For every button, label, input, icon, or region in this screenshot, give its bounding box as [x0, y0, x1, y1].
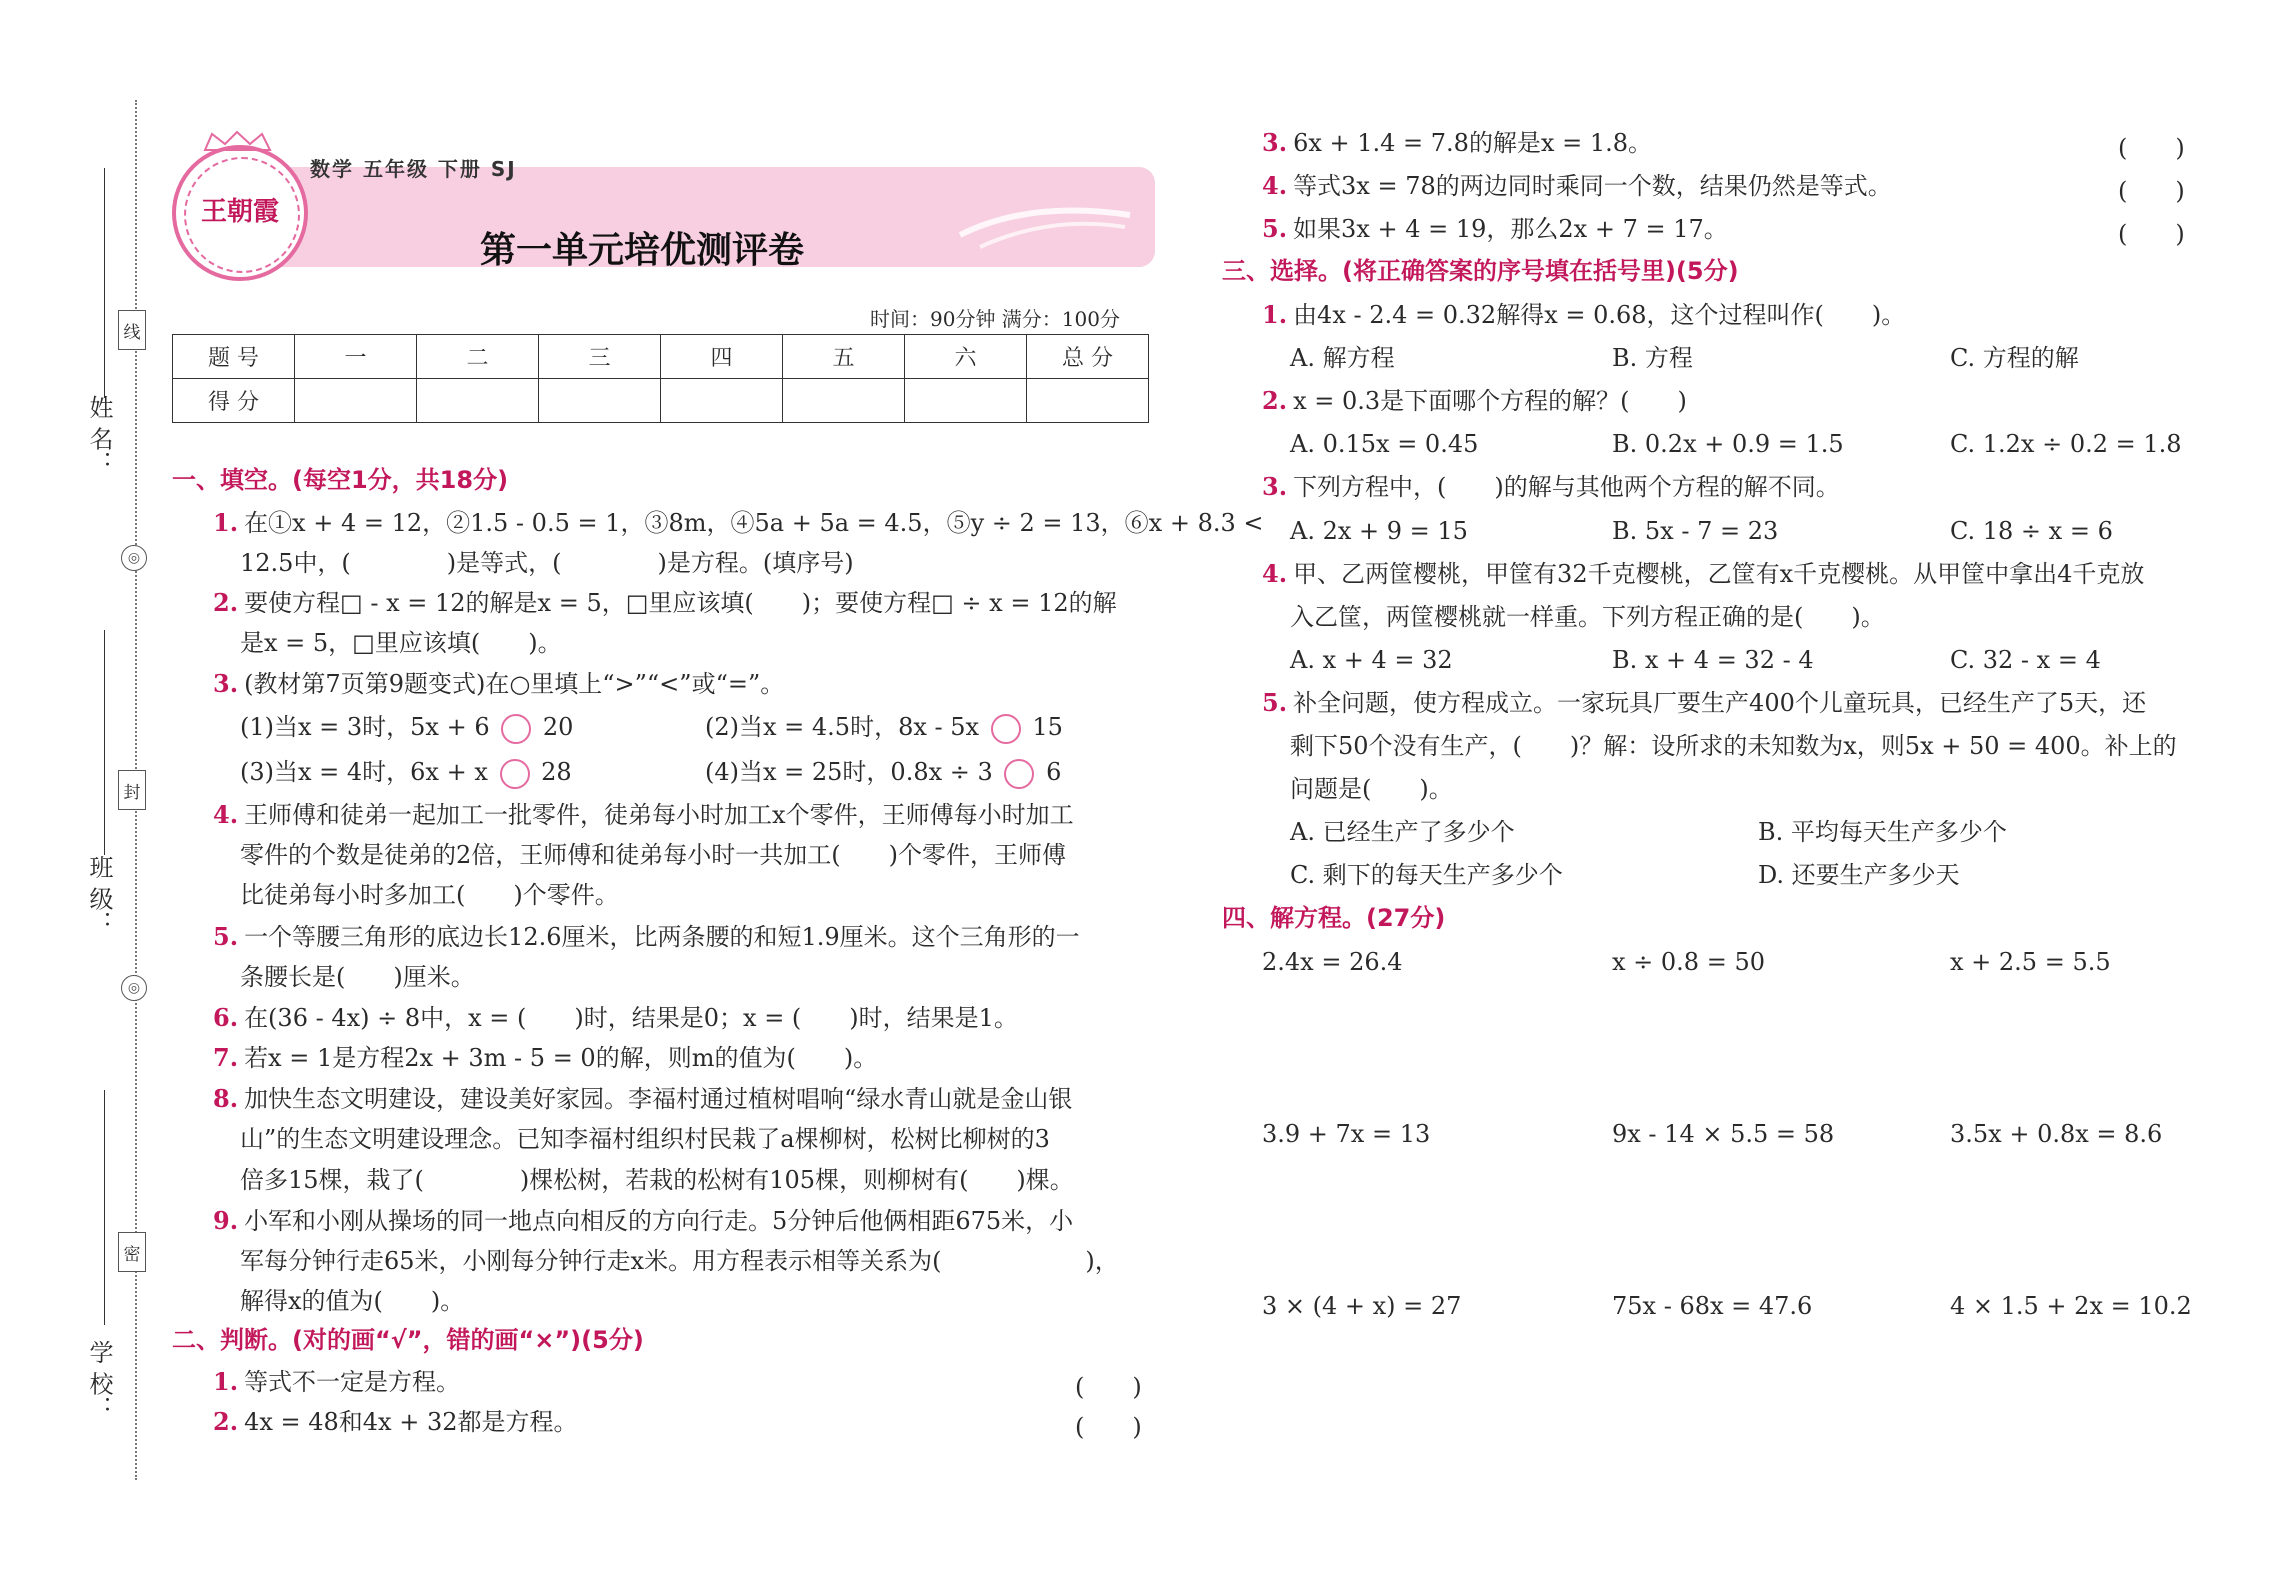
seal-box-xian: 线 — [118, 310, 146, 350]
choice-q1: 1. 由4x - 2.4 = 0.32解得x = 0.68，这个过程叫作( )。 — [1262, 300, 1906, 329]
answer-paren[interactable]: ( ) — [2118, 220, 2185, 248]
class-underline — [104, 630, 105, 855]
judge-q1: 1. 等式不一定是方程。 — [213, 1367, 461, 1396]
section4-heading: 四、解方程。(27分) — [1222, 904, 1446, 932]
q8-line3: 倍多15棵，栽了( )棵松树，若栽的松树有105棵，则柳树有( )棵。 — [240, 1166, 1074, 1194]
score-cell: 题 号 — [173, 335, 295, 379]
score-table — [172, 334, 1149, 423]
binding-hole-icon: ◎ — [121, 975, 147, 1001]
choice-q4-line2: 入乙筐，两筐樱桃就一样重。下列方程正确的是( )。 — [1290, 603, 1885, 631]
subject-line: 数学 五年级 下册 SJ — [310, 157, 517, 181]
equation: 4 × 1.5 + 2x = 10.2 — [1950, 1292, 2192, 1320]
equation: 75x - 68x = 47.6 — [1612, 1292, 1813, 1320]
equation: 2.4x = 26.4 — [1262, 948, 1403, 976]
banner-swirl-decoration — [950, 195, 1140, 255]
score-cell: 二 — [417, 335, 539, 379]
equation: x ÷ 0.8 = 50 — [1612, 948, 1765, 976]
crown-icon — [200, 130, 275, 152]
binding-hole-icon: ◎ — [121, 545, 147, 571]
equation: x + 2.5 = 5.5 — [1950, 948, 2111, 976]
score-cell: 五 — [783, 335, 905, 379]
q3-part2: (2)当x = 4.5时，8x - 5x 15 — [705, 712, 1063, 744]
choice-q2: 2. x = 0.3是下面哪个方程的解？( ) — [1262, 386, 1687, 415]
section3-heading: 三、选择。(将正确答案的序号填在括号里)(5分) — [1222, 257, 1739, 285]
q4-line2: 零件的个数是徒弟的2倍，王师傅和徒弟每小时一共加工( )个零件，王师傅 — [240, 841, 1066, 869]
choice-q5-option-d[interactable]: D. 还要生产多少天 — [1758, 861, 1960, 889]
choice-q5-option-a[interactable]: A. 已经生产了多少个 — [1290, 818, 1515, 846]
q5-line2: 条腰长是( )厘米。 — [240, 963, 475, 991]
choice-q4-line1: 4. 甲、乙两筐樱桃，甲筐有32千克樱桃，乙筐有x千克樱桃。从甲筐中拿出4千克放 — [1262, 559, 2145, 588]
section1-heading: 一、填空。(每空1分，共18分) — [172, 466, 509, 494]
equation: 3.5x + 0.8x = 8.6 — [1950, 1120, 2163, 1148]
q8-line2: 山”的生态文明建设理念。已知李福村组织村民栽了a棵柳树，松树比柳树的3 — [240, 1125, 1050, 1153]
class-label: 班 级： — [85, 855, 113, 935]
score-input-cell[interactable] — [905, 379, 1027, 423]
equation: 9x - 14 × 5.5 = 58 — [1612, 1120, 1835, 1148]
q4-line1: 4. 王师傅和徒弟一起加工一批零件，徒弟每小时加工x个零件，王师傅每小时加工 — [213, 800, 1074, 829]
q9-line1: 9. 小军和小刚从操场的同一地点向相反的方向行走。5分钟后他俩相距675米，小 — [213, 1206, 1074, 1235]
q3-part3: (3)当x = 4时，6x + x 28 — [240, 757, 572, 789]
seal-box-mi: 密 — [118, 1232, 146, 1272]
q3-part4: (4)当x = 25时，0.8x ÷ 3 6 — [705, 757, 1061, 789]
judge-q4: 4. 等式3x = 78的两边同时乘同一个数，结果仍然是等式。 — [1262, 171, 1892, 200]
q2-line2: 是x = 5，□里应该填( )。 — [240, 629, 562, 657]
choice-q5-line2: 剩下50个没有生产，( )？解：设所求的未知数为x，则5x + 50 = 400。补上的 — [1290, 732, 2177, 760]
compare-circle[interactable] — [500, 759, 530, 789]
choice-q4-option-a[interactable]: A. x + 4 = 32 — [1290, 646, 1453, 674]
answer-paren[interactable]: ( ) — [2118, 177, 2185, 205]
q5-line1: 5. 一个等腰三角形的底边长12.6厘米，比两条腰的和短1.9厘米。这个三角形的一 — [213, 922, 1080, 951]
score-cell: 总 分 — [1027, 335, 1149, 379]
brand-logo: 王朝霞 — [172, 145, 308, 281]
choice-q3-option-b[interactable]: B. 5x - 7 = 23 — [1612, 517, 1779, 545]
score-input-cell[interactable] — [1027, 379, 1149, 423]
judge-q2: 2. 4x = 48和4x + 32都是方程。 — [213, 1407, 578, 1436]
score-table-score-row — [173, 379, 1149, 423]
choice-q5-option-c[interactable]: C. 剩下的每天生产多少个 — [1290, 861, 1563, 889]
choice-q4-option-b[interactable]: B. x + 4 = 32 - 4 — [1612, 646, 1814, 674]
q1-line1: 1. 在①x + 4 = 12，②1.5 - 0.5 = 1，③8m，④5a + 5a = 4.5，⑤y ÷ 2 = 13，⑥x + 8.3 < — [213, 508, 1264, 537]
equation: 3 × (4 + x) = 27 — [1262, 1292, 1462, 1320]
score-input-cell[interactable] — [417, 379, 539, 423]
compare-circle[interactable] — [1004, 759, 1034, 789]
judge-q5: 5. 如果3x + 4 = 19，那么2x + 7 = 17。 — [1262, 214, 1728, 243]
school-underline — [104, 1090, 105, 1325]
choice-q3-option-c[interactable]: C. 18 ÷ x = 6 — [1950, 517, 2113, 545]
q3-line1: 3. (教材第7页第9题变式)在○里填上“>”“<”或“=”。 — [213, 669, 785, 698]
choice-q2-option-b[interactable]: B. 0.2x + 0.9 = 1.5 — [1612, 430, 1844, 458]
score-input-cell[interactable] — [295, 379, 417, 423]
q3-part1: (1)当x = 3时，5x + 6 20 — [240, 712, 573, 744]
name-underline — [104, 168, 105, 398]
answer-paren[interactable]: ( ) — [1075, 1373, 1142, 1401]
name-label: 姓 名： — [85, 395, 113, 475]
q9-line2: 军每分钟行走65米，小刚每分钟行走x米。用方程表示相等关系为( )， — [240, 1247, 1119, 1275]
score-input-cell[interactable] — [661, 379, 783, 423]
choice-q5-option-b[interactable]: B. 平均每天生产多少个 — [1758, 818, 2007, 846]
q4-line3: 比徒弟每小时多加工( )个零件。 — [240, 881, 619, 909]
q2-line1: 2. 要使方程□ - x = 12的解是x = 5，□里应该填( )；要使方程□ ÷ x = 12的解 — [213, 588, 1117, 617]
score-input-cell[interactable] — [539, 379, 661, 423]
judge-q3: 3. 6x + 1.4 = 7.8的解是x = 1.8。 — [1262, 128, 1653, 157]
score-row-label: 得 分 — [173, 379, 295, 423]
answer-paren[interactable]: ( ) — [2118, 134, 2185, 162]
q8-line1: 8. 加快生态文明建设，建设美好家园。李福村通过植树唱响“绿水青山就是金山银 — [213, 1084, 1073, 1113]
equation: 3.9 + 7x = 13 — [1262, 1120, 1431, 1148]
school-label: 学 校： — [85, 1340, 113, 1420]
section2-heading: 二、判断。(对的画“√”，错的画“×”)(5分) — [172, 1326, 644, 1354]
choice-q3-option-a[interactable]: A. 2x + 9 = 15 — [1290, 517, 1468, 545]
choice-q2-option-c[interactable]: C. 1.2x ÷ 0.2 = 1.8 — [1950, 430, 2182, 458]
answer-paren[interactable]: ( ) — [1075, 1413, 1142, 1441]
score-input-cell[interactable] — [783, 379, 905, 423]
q6-line1: 6. 在(36 - 4x) ÷ 8中，x = ( )时，结果是0；x = ( )时，结果是1。 — [213, 1003, 1018, 1032]
compare-circle[interactable] — [501, 714, 531, 744]
choice-q4-option-c[interactable]: C. 32 - x = 4 — [1950, 646, 2101, 674]
q7-line1: 7. 若x = 1是方程2x + 3m - 5 = 0的解，则m的值为( )。 — [213, 1043, 878, 1072]
seal-box-feng: 封 — [118, 770, 146, 810]
score-cell: 三 — [539, 335, 661, 379]
choice-q5-line3: 问题是( )。 — [1290, 775, 1453, 803]
choice-q1-option-c[interactable]: C. 方程的解 — [1950, 344, 2079, 372]
time-info: 时间：90分钟 满分：100分 — [870, 307, 1120, 331]
q9-line3: 解得x的值为( )。 — [240, 1287, 465, 1315]
q1-line2: 12.5中，( )是等式，( )是方程。(填序号) — [240, 549, 854, 577]
score-cell: 四 — [661, 335, 783, 379]
score-cell: 一 — [295, 335, 417, 379]
choice-q3: 3. 下列方程中，( )的解与其他两个方程的解不同。 — [1262, 472, 1840, 501]
score-cell: 六 — [905, 335, 1027, 379]
choice-q2-option-a[interactable]: A. 0.15x = 0.45 — [1290, 430, 1479, 458]
page-title: 第一单元培优测评卷 — [480, 230, 805, 271]
compare-circle[interactable] — [991, 714, 1021, 744]
score-table-header-row — [173, 335, 1149, 379]
choice-q5-line1: 5. 补全问题，使方程成立。一家玩具厂要生产400个儿童玩具，已经生产了5天，还 — [1262, 688, 2147, 717]
choice-q1-option-b[interactable]: B. 方程 — [1612, 344, 1693, 372]
choice-q1-option-a[interactable]: A. 解方程 — [1290, 344, 1395, 372]
